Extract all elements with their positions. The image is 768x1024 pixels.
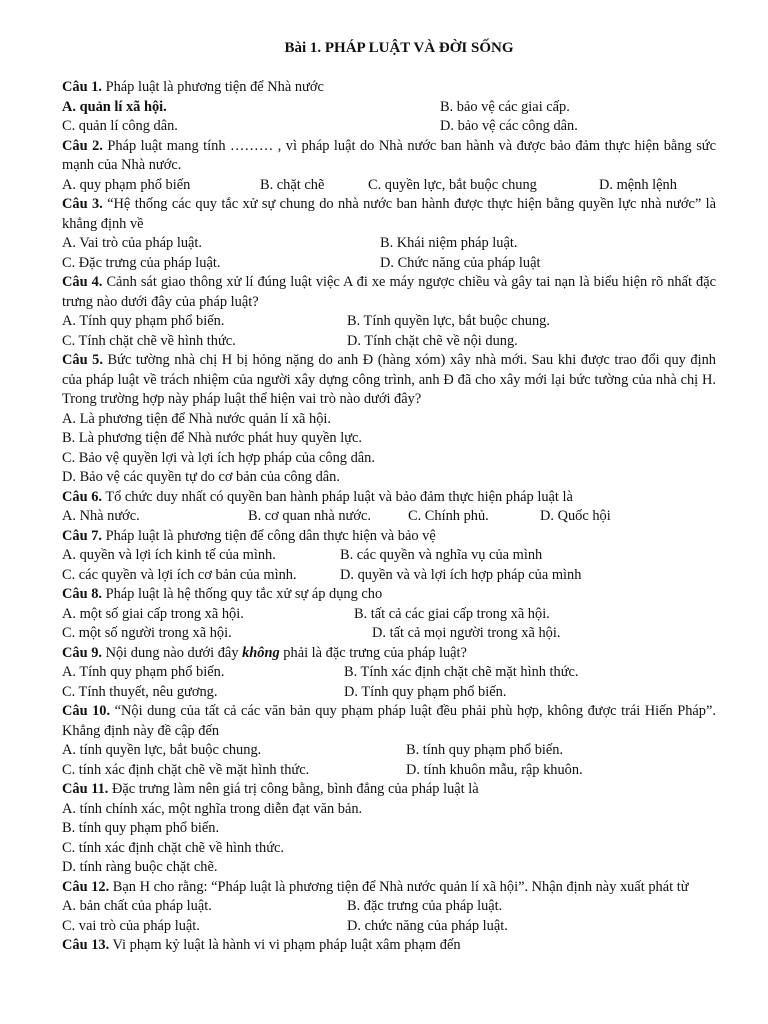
option-b: B. đặc trưng của pháp luật.	[347, 898, 503, 914]
option-c: C. tính xác định chặt chẽ về hình thức.	[62, 839, 285, 856]
options-row	[62, 761, 716, 781]
question-number: Câu 7.	[62, 527, 102, 544]
options-row	[62, 566, 716, 586]
option-a: A. bản chất của pháp luật.	[62, 898, 212, 914]
question-2	[62, 137, 716, 176]
option-d: D. Tính quy phạm phổ biến.	[344, 683, 507, 700]
option-b: B. bảo vệ các giai cấp.	[440, 98, 570, 115]
question-text: Pháp luật là phương tiện để công dân thực hiện và bảo vệ	[105, 527, 436, 544]
options-row	[62, 117, 716, 137]
options-row	[62, 839, 716, 859]
question-text: Bức tường nhà chị H bị hỏng nặng do anh Đ (hàng xóm) xây nhà mới. Sau khi được trao đổi quy định của pháp luật về trách nhiệm của người xây dựng công trình, anh Đ đã cho xây mới lại bức tường của nhà chị H. Trong trường hợp này pháp luật thể hiện vai trò nào dưới đây?	[62, 352, 716, 407]
option-d: D. Tính chặt chẽ về nội dung.	[347, 332, 518, 349]
option-b: B. các quyền và nghĩa vụ của mình	[340, 547, 543, 563]
options-row	[62, 254, 716, 274]
options-row	[62, 605, 716, 625]
option-c: C. các quyền và lợi ích cơ bản của mình.	[62, 566, 297, 583]
question-5	[62, 351, 716, 410]
question-number: Câu 2.	[62, 137, 103, 154]
option-d: D. tính khuôn mẫu, rập khuôn.	[406, 761, 583, 778]
options-row	[62, 800, 716, 820]
question-6	[62, 488, 716, 508]
option-a: A. Là phương tiện để Nhà nước quản lí xã hội.	[62, 410, 332, 427]
option-b: B. Khái niệm pháp luật.	[380, 235, 518, 251]
option-a: A. quy phạm phổ biến	[62, 176, 191, 193]
option-b: B. tính quy phạm phổ biến.	[406, 742, 564, 758]
question-4	[62, 273, 716, 312]
option-a: A. tính quyền lực, bắt buộc chung.	[62, 742, 262, 758]
option-c: C. một số người trong xã hội.	[62, 625, 232, 641]
options-row	[62, 449, 716, 469]
option-d: D. Chức năng của pháp luật	[380, 254, 541, 271]
question-number: Câu 1.	[62, 79, 102, 95]
question-text: “Nội dung của tất cả các văn bản quy phạm pháp luật đều phải phù hợp, không được trái Hiến Pháp”. Khẳng định này đề cập đến	[62, 703, 716, 739]
options-row	[62, 624, 716, 644]
question-7	[62, 527, 716, 547]
option-a: A. một số giai cấp trong xã hội.	[62, 605, 244, 622]
option-b: B. Là phương tiện để Nhà nước phát huy quyền lực.	[62, 430, 362, 446]
question-text: “Hệ thống các quy tắc xử sự chung do nhà nước ban hành được thực hiện bằng quyền lực nhà nước” là khẳng định về	[62, 196, 717, 232]
question-12	[62, 878, 716, 898]
question-text: Vi phạm kỷ luật là hành vi vi phạm pháp luật xâm phạm đến	[112, 937, 461, 953]
options-row	[62, 410, 716, 430]
option-c: C. Bảo vệ quyền lợi và lợi ích hợp pháp của công dân.	[62, 449, 375, 466]
question-text: Tổ chức duy nhất có quyền ban hành pháp luật và bảo đảm thực hiện pháp luật là	[105, 488, 573, 505]
question-11	[62, 780, 716, 800]
negation-word: không	[242, 644, 280, 661]
option-b: B. cơ quan nhà nước.	[248, 508, 371, 524]
option-a: A. Tính quy phạm phổ biến.	[62, 664, 225, 680]
options-row	[62, 546, 716, 566]
option-c: C. Tính chặt chẽ về hình thức.	[62, 332, 236, 349]
option-b: B. tính quy phạm phổ biến.	[62, 820, 220, 836]
question-text: Pháp luật là hệ thống quy tắc xử sự áp dụng cho	[105, 586, 383, 602]
options-row	[62, 683, 716, 703]
question-number: Câu 9.	[62, 644, 102, 661]
options-row	[62, 507, 716, 527]
options-row	[62, 332, 716, 352]
option-a: A. quyền và lợi ích kinh tế của mình.	[62, 547, 276, 563]
option-c: C. vai trò của pháp luật.	[62, 917, 200, 934]
question-number: Câu 3.	[62, 196, 103, 212]
option-c: C. quản lí công dân.	[62, 118, 178, 134]
question-1	[62, 78, 716, 98]
option-b: B. chặt chẽ	[260, 176, 325, 193]
options-row	[62, 741, 716, 761]
question-3	[62, 195, 716, 234]
question-13	[62, 936, 716, 956]
options-row	[62, 897, 716, 917]
options-row	[62, 176, 716, 196]
options-row	[62, 234, 716, 254]
question-text: Pháp luật là phương tiện để Nhà nước	[105, 79, 324, 95]
options-row	[62, 98, 716, 118]
option-c: C. quyền lực, bắt buộc chung	[368, 176, 537, 193]
question-number: Câu 12.	[62, 878, 110, 895]
option-d: D. Bảo vệ các quyền tự do cơ bản của công dân.	[62, 469, 340, 485]
question-text: Đặc trưng làm nên giá trị công bằng, bình đẳng của pháp luật là	[112, 781, 479, 797]
question-9	[62, 644, 716, 664]
question-text: phải là đặc trưng của pháp luật?	[279, 644, 467, 661]
question-number: Câu 6.	[62, 488, 102, 505]
question-text: Bạn H cho rằng: “Pháp luật là phương tiện để Nhà nước quản lí xã hội”. Nhận định này xuất phát từ	[112, 878, 689, 895]
option-d: D. Quốc hội	[540, 508, 611, 524]
option-d: D. tất cả mọi người trong xã hội.	[372, 625, 561, 641]
question-number: Câu 8.	[62, 586, 102, 602]
option-d: D. bảo vệ các công dân.	[440, 118, 578, 134]
options-row	[62, 468, 716, 488]
question-number: Câu 4.	[62, 274, 103, 290]
question-number: Câu 13.	[62, 937, 110, 953]
option-c: C. Đặc trưng của pháp luật.	[62, 254, 221, 271]
question-number: Câu 5.	[62, 352, 103, 368]
question-number: Câu 10.	[62, 703, 111, 719]
question-text: Nội dung nào dưới đây	[105, 644, 243, 661]
option-b: B. Tính xác định chặt chẽ mặt hình thức.	[344, 664, 579, 680]
question-text: Cảnh sát giao thông xử lí đúng luật việc A đi xe máy ngược chiều và gây tai nạn là biểu hiện rõ nhất đặc trưng nào dưới đây của pháp luật?	[62, 274, 716, 310]
question-text: Pháp luật mang tính ……… , vì pháp luật do Nhà nước ban hành và được bảo đảm thực hiện bằng sức mạnh của Nhà nước.	[62, 137, 716, 173]
options-row	[62, 429, 716, 449]
option-d: D. quyền và và lợi ích hợp pháp của mình	[340, 566, 582, 583]
option-b: B. Tính quyền lực, bắt buộc chung.	[347, 313, 550, 329]
question-number: Câu 11.	[62, 781, 109, 797]
options-row	[62, 917, 716, 937]
option-c: C. tính xác định chặt chẽ về mặt hình thức.	[62, 761, 310, 778]
option-b: B. tất cả các giai cấp trong xã hội.	[354, 605, 550, 622]
option-d: D. mệnh lệnh	[599, 176, 677, 193]
option-d: D. tính ràng buộc chặt chẽ.	[62, 859, 218, 875]
option-a: A. Vai trò của pháp luật.	[62, 235, 203, 251]
document-title: Bài 1. PHÁP LUẬT VÀ ĐỜI SỐNG	[284, 40, 514, 56]
option-a: A. quản lí xã hội.	[62, 98, 167, 115]
question-8	[62, 585, 716, 605]
options-row	[62, 663, 716, 683]
option-c: C. Chính phủ.	[408, 508, 489, 524]
options-row	[62, 819, 716, 839]
option-a: A. tính chính xác, một nghĩa trong diễn đạt văn bản.	[62, 800, 363, 817]
option-a: A. Tính quy phạm phổ biến.	[62, 313, 225, 329]
options-row	[62, 858, 716, 878]
option-d: D. chức năng của pháp luật.	[347, 917, 508, 934]
option-a: A. Nhà nước.	[62, 508, 140, 524]
options-row	[62, 312, 716, 332]
question-10	[62, 702, 716, 741]
option-c: C. Tính thuyết, nêu gương.	[62, 683, 218, 700]
